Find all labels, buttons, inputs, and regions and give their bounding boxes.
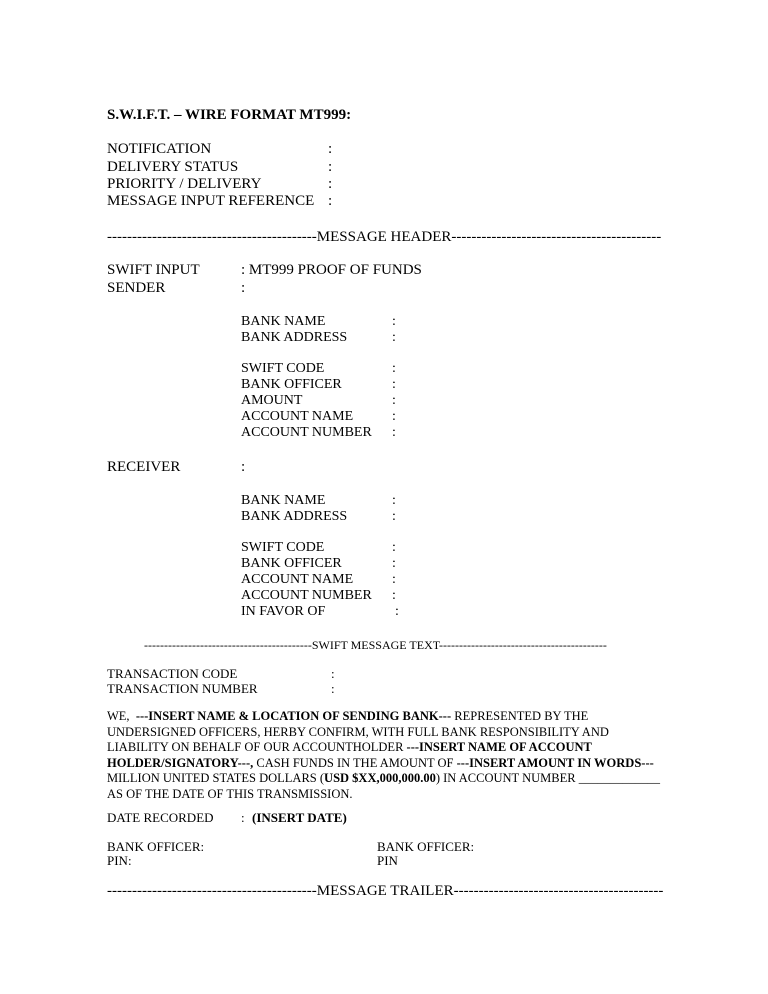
sender-amount-label: AMOUNT bbox=[241, 393, 303, 408]
transaction-number-label: TRANSACTION NUMBER bbox=[107, 681, 258, 696]
message-input-reference-sep: : bbox=[328, 193, 333, 209]
transaction-number-sep: : bbox=[331, 681, 335, 696]
notification-label: NOTIFICATION bbox=[107, 141, 212, 157]
transaction-code-sep: : bbox=[331, 666, 335, 681]
receiver-bank-address-sep: : bbox=[392, 509, 396, 524]
transaction-code-label: TRANSACTION CODE bbox=[107, 666, 238, 681]
sender-label: SENDER bbox=[107, 280, 166, 296]
left-bank-officer-label: BANK OFFICER: bbox=[107, 839, 205, 854]
sender-bank-address-label: BANK ADDRESS bbox=[241, 330, 348, 345]
divider-label: SWIFT MESSAGE TEXT bbox=[311, 638, 439, 652]
message-trailer-divider bbox=[107, 884, 663, 899]
priority-delivery-sep: : bbox=[328, 176, 333, 192]
amount-words-placeholder: ---INSERT AMOUNT IN WORDS--- bbox=[456, 755, 654, 770]
sender-bank-name-label: BANK NAME bbox=[241, 314, 326, 329]
sender-bank-officer-sep: : bbox=[392, 377, 396, 392]
right-bank-officer-label: BANK OFFICER: bbox=[377, 839, 475, 854]
paragraph-text-1: WE, bbox=[107, 709, 136, 723]
message-header-divider bbox=[107, 230, 661, 245]
date-recorded-sep: : bbox=[241, 810, 245, 825]
receiver-bank-officer-sep: : bbox=[392, 556, 396, 571]
confirmation-paragraph bbox=[107, 709, 667, 803]
divider-dashes-right: ------------------------------------------ bbox=[451, 229, 662, 245]
sender-bank-officer-label: BANK OFFICER bbox=[241, 377, 342, 392]
delivery-status-sep: : bbox=[328, 159, 333, 175]
divider-dashes-left: ------------------------------------------ bbox=[107, 883, 317, 899]
sending-bank-placeholder: ---INSERT NAME & LOCATION OF SENDING BANK--- bbox=[135, 709, 452, 723]
sender-bank-name-sep: : bbox=[392, 314, 396, 329]
left-pin-label: PIN: bbox=[107, 853, 132, 868]
divider-label: MESSAGE HEADER bbox=[316, 229, 452, 245]
paragraph-text-4: MILLION UNITED STATES DOLLARS ( bbox=[107, 771, 325, 786]
divider-dashes-right: ------------------------------------------ bbox=[453, 883, 664, 899]
receiver-account-name-sep: : bbox=[392, 572, 396, 587]
sender-account-name-sep: : bbox=[392, 409, 396, 424]
receiver-label: RECEIVER bbox=[107, 459, 181, 475]
receiver-swift-code-sep: : bbox=[392, 540, 396, 555]
swift-input-value: : MT999 PROOF OF FUNDS bbox=[241, 262, 422, 278]
receiver-account-number-label: ACCOUNT NUMBER bbox=[241, 588, 372, 603]
paragraph-text-5: ) IN ACCOUNT NUMBER _____________ AS OF THE DATE OF THIS TRANSMISSION. bbox=[107, 771, 660, 801]
receiver-in-favor-of-sep: : bbox=[395, 604, 399, 619]
divider-dashes-right: ------------------------------------------ bbox=[438, 638, 607, 652]
divider-dashes-left: ------------------------------------------ bbox=[107, 229, 317, 245]
receiver-account-name-label: ACCOUNT NAME bbox=[241, 572, 354, 587]
account-holder-placeholder: ---INSERT NAME OF ACCOUNT HOLDER/SIGNATORY---, bbox=[107, 740, 592, 770]
swift-input-label: SWIFT INPUT bbox=[107, 262, 200, 278]
sender-amount-sep: : bbox=[392, 393, 396, 408]
paragraph-text-2: REPRESENTED BY THE UNDERSIGNED OFFICERS, HERBY CONFIRM, WITH FULL BANK RESPONSIBILITY AND LIABILITY ON BEHALF OF OUR ACCOUNTHOLDER bbox=[107, 709, 609, 755]
receiver-bank-address-label: BANK ADDRESS bbox=[241, 509, 348, 524]
receiver-swift-code-label: SWIFT CODE bbox=[241, 540, 325, 555]
right-pin-label: PIN bbox=[377, 853, 398, 868]
paragraph-text-3: CASH FUNDS IN THE AMOUNT OF bbox=[253, 755, 457, 770]
notification-sep: : bbox=[328, 141, 333, 157]
sender-account-name-label: ACCOUNT NAME bbox=[241, 409, 354, 424]
receiver-account-number-sep: : bbox=[392, 588, 396, 603]
sender-swift-code-label: SWIFT CODE bbox=[241, 361, 325, 376]
date-recorded-label: DATE RECORDED bbox=[107, 810, 214, 825]
receiver-in-favor-of-label: IN FAVOR OF bbox=[241, 604, 326, 619]
sender-account-number-label: ACCOUNT NUMBER bbox=[241, 425, 372, 440]
swift-message-text-divider bbox=[144, 639, 607, 651]
sender-swift-code-sep: : bbox=[392, 361, 396, 376]
receiver-bank-name-label: BANK NAME bbox=[241, 493, 326, 508]
document-title: S.W.I.F.T. – WIRE FORMAT MT999: bbox=[107, 107, 352, 123]
sender-account-number-sep: : bbox=[392, 425, 396, 440]
amount-figure-placeholder: USD $XX,000,000.00 bbox=[324, 771, 436, 786]
divider-dashes-left: ------------------------------------------ bbox=[144, 638, 312, 652]
divider-label: MESSAGE TRAILER bbox=[316, 883, 454, 899]
date-recorded-value: (INSERT DATE) bbox=[252, 810, 347, 825]
message-input-reference-label: MESSAGE INPUT REFERENCE bbox=[107, 193, 315, 209]
receiver-sep: : bbox=[241, 459, 246, 475]
delivery-status-label: DELIVERY STATUS bbox=[107, 159, 239, 175]
receiver-bank-officer-label: BANK OFFICER bbox=[241, 556, 342, 571]
priority-delivery-label: PRIORITY / DELIVERY bbox=[107, 176, 262, 192]
sender-bank-address-sep: : bbox=[392, 330, 396, 345]
receiver-bank-name-sep: : bbox=[392, 493, 396, 508]
sender-sep: : bbox=[241, 280, 246, 296]
